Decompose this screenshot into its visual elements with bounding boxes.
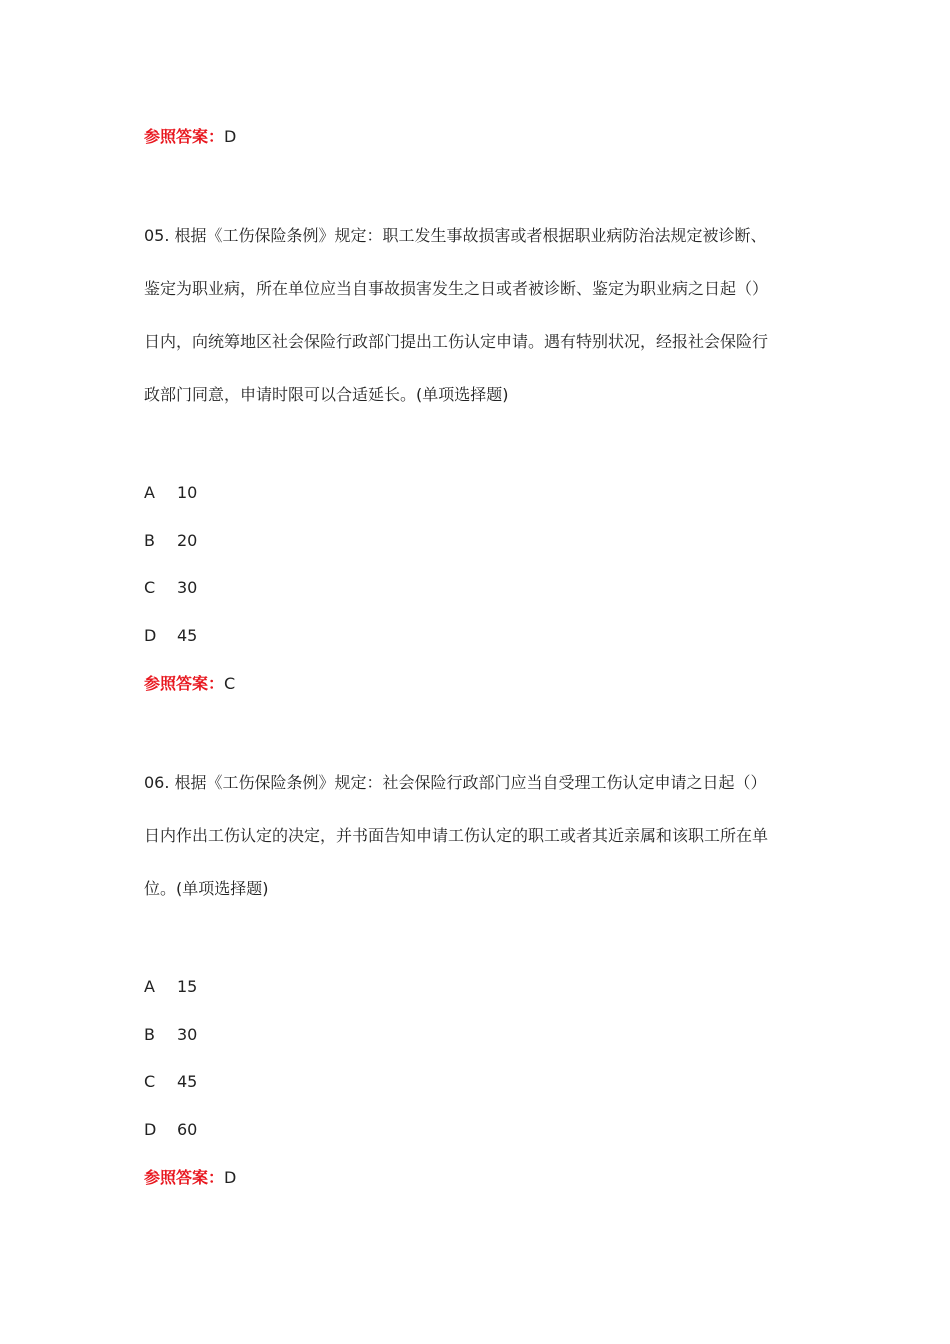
question-text-line: 日内，向统筹地区社会保险行政部门提出工伤认定申请。遇有特别状况，经报社会保险行	[144, 332, 769, 351]
answer-label: 参照答案：	[144, 1168, 225, 1187]
option-text: 45	[177, 1072, 198, 1091]
option-a	[144, 977, 197, 997]
option-letter: B	[144, 531, 155, 550]
answer-value: D	[224, 1168, 237, 1187]
option-letter: B	[144, 1025, 155, 1044]
question-text-line: 05. 根据《工伤保险条例》规定：职工发生事故损害或者根据职业病防治法规定被诊断、	[144, 226, 767, 245]
option-text: 20	[177, 531, 198, 550]
answer-label: 参照答案：	[144, 127, 225, 146]
question-text-line: 政部门同意，申请时限可以合适延长。(单项选择题)	[144, 385, 509, 404]
option-d	[144, 626, 197, 646]
option-text: 10	[177, 483, 198, 502]
option-letter: C	[144, 578, 156, 597]
option-text: 60	[177, 1120, 198, 1139]
option-text: 30	[177, 1025, 198, 1044]
question-text-line: 位。(单项选择题)	[144, 879, 269, 898]
option-text: 45	[177, 626, 198, 645]
answer-line	[144, 1168, 236, 1188]
answer-label: 参照答案：	[144, 674, 225, 693]
option-b	[144, 1025, 197, 1045]
question-text-line: 鉴定为职业病，所在单位应当自事故损害发生之日或者被诊断、鉴定为职业病之日起（）	[144, 279, 769, 298]
option-d	[144, 1120, 197, 1140]
option-letter: A	[144, 977, 155, 996]
answer-line	[144, 674, 235, 694]
option-letter: D	[144, 626, 157, 645]
option-b	[144, 531, 197, 551]
option-text: 15	[177, 977, 198, 996]
option-c	[144, 1072, 197, 1092]
option-letter: A	[144, 483, 155, 502]
option-letter: D	[144, 1120, 157, 1139]
option-letter: C	[144, 1072, 156, 1091]
option-c	[144, 578, 197, 598]
option-a	[144, 483, 197, 503]
prev-answer-line	[144, 127, 236, 147]
question-text-line: 日内作出工伤认定的决定，并书面告知申请工伤认定的职工或者其近亲属和该职工所在单	[144, 826, 769, 845]
question-text-line: 06. 根据《工伤保险条例》规定：社会保险行政部门应当自受理工伤认定申请之日起（）	[144, 773, 767, 792]
answer-value: D	[224, 127, 237, 146]
answer-value: C	[224, 674, 236, 693]
option-text: 30	[177, 578, 198, 597]
